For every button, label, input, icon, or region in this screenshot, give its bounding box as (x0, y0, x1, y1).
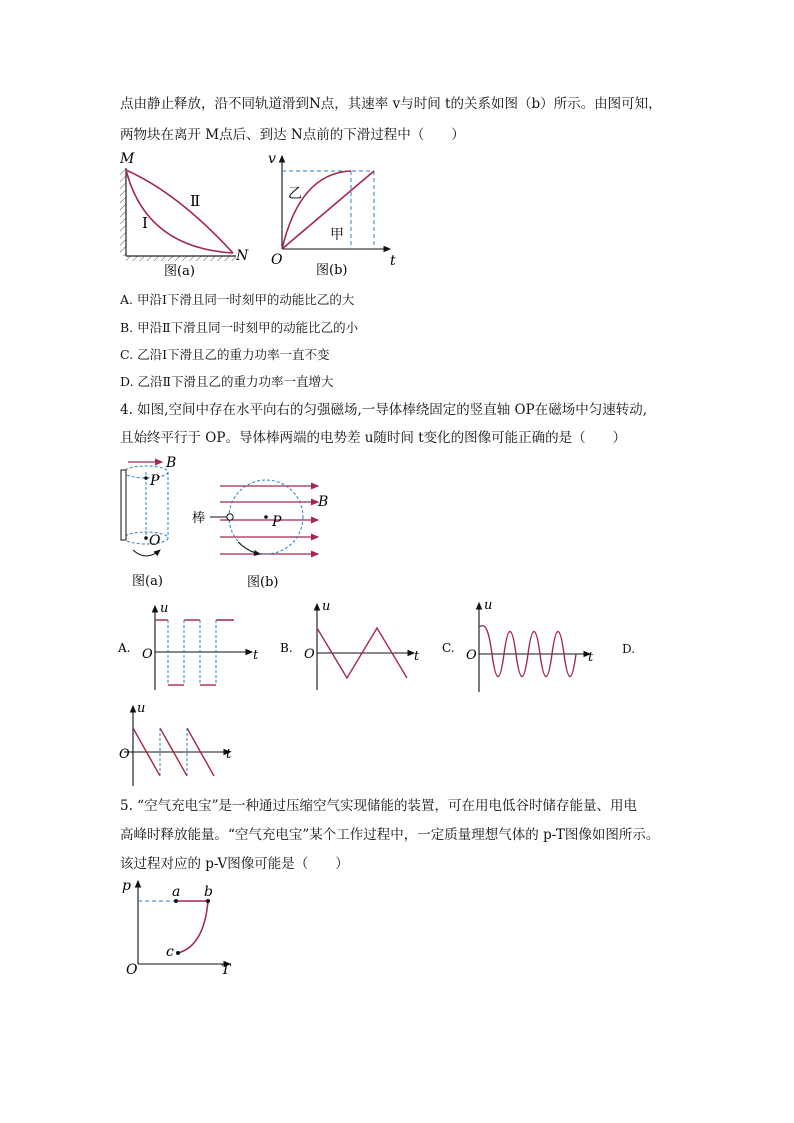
q3-option-d: D. 乙沿Ⅱ下滑且乙的重力功率一直增大 (120, 374, 334, 389)
q3-option-a: A. 甲沿Ⅰ下滑且同一时刻甲的动能比乙的大 (120, 292, 355, 307)
sine-wave (479, 626, 576, 677)
label-jia: 甲 (330, 227, 344, 243)
label-B: B (318, 494, 329, 510)
q3-text-line-1: 点由静止释放，沿不同轨道滑到N点，其速率 v与时间 t的关系如图（b）所示。由图可知， (120, 96, 662, 112)
q5-text-line-1: 5. “空气充电宝”是一种通过压缩空气实现储能的装置，可在用电低谷时储存能量、用电 (120, 798, 637, 814)
caption-fig-a: 图(a) (132, 574, 163, 589)
label-p: p (122, 878, 131, 894)
label-u: u (160, 601, 169, 616)
option-letter-d: D. (622, 642, 636, 656)
caption-fig-a: 图(a) (164, 264, 195, 279)
q5-text-line-2: 高峰时释放能量。“空气充电宝”某个工作过程中，一定质量理想气体的 p-T图像如图所示。 (120, 827, 660, 843)
option-letter-a: A. (118, 641, 131, 655)
label-P: P (272, 514, 282, 530)
label-N: N (236, 248, 249, 264)
label-O: O (304, 647, 315, 662)
caption-fig-b: 图(b) (247, 575, 279, 590)
label-u: u (484, 598, 493, 613)
option-letter-c: C. (442, 641, 455, 655)
label-t: t (588, 650, 594, 665)
label-O: O (119, 747, 130, 762)
q3-figure-a (118, 148, 258, 278)
q4-graph-b (280, 598, 430, 693)
label-u: u (137, 701, 146, 716)
q4-graph-d (118, 702, 243, 790)
label-t: t (253, 648, 259, 663)
label-M: M (120, 151, 135, 167)
label-O: O (126, 962, 138, 978)
q4-figure-b (190, 482, 335, 592)
rod (121, 470, 126, 540)
label-track-II: Ⅱ (190, 192, 201, 210)
label-O: O (149, 533, 161, 549)
label-t: t (390, 253, 396, 269)
curve-bc (178, 901, 208, 953)
q5-text-line-3: 该过程对应的 p-V图像可能是（ ） (120, 856, 349, 872)
q4-text-line-1: 4. 如图,空间中存在水平向右的匀强磁场,一导体棒绕固定的竖直轴 OP在磁场中匀速转动, (120, 402, 647, 418)
q3-option-b: B. 甲沿Ⅱ下滑且同一时刻甲的动能比乙的小 (120, 320, 359, 335)
label-yi: 乙 (288, 186, 302, 202)
label-P: P (150, 473, 160, 489)
q4-graph-c (442, 597, 602, 697)
label-rod: 棒 (192, 511, 206, 526)
label-T: T (221, 962, 231, 978)
label-v: v (268, 151, 276, 167)
label-O: O (142, 647, 153, 662)
q3-option-c: C. 乙沿Ⅰ下滑且乙的重力功率一直不变 (120, 347, 330, 362)
q3-text-line-2: 两物块在离开 M点后、到达 N点前的下滑过程中（ ） (120, 127, 465, 143)
q5-figure-p-T (118, 876, 243, 976)
q3-figure-b (268, 148, 403, 278)
label-a: a (172, 884, 181, 900)
label-B: B (166, 455, 177, 471)
label-c: c (166, 944, 174, 960)
label-O: O (271, 252, 283, 268)
label-track-I: Ⅰ (142, 214, 148, 232)
label-t: t (226, 747, 232, 762)
q4-text-line-2: 且始终平行于 OP。导体棒两端的电势差 u随时间 t变化的图像可能正确的是（ ） (120, 430, 627, 446)
label-u: u (322, 599, 331, 614)
label-O: O (466, 648, 477, 663)
label-t: t (414, 649, 420, 664)
q4-graph-a (118, 600, 268, 695)
track-I (126, 170, 233, 253)
q4-figure-a (118, 450, 198, 590)
option-letter-b: B. (280, 641, 293, 655)
label-b: b (204, 884, 213, 900)
caption-fig-b: 图(b) (316, 263, 348, 278)
